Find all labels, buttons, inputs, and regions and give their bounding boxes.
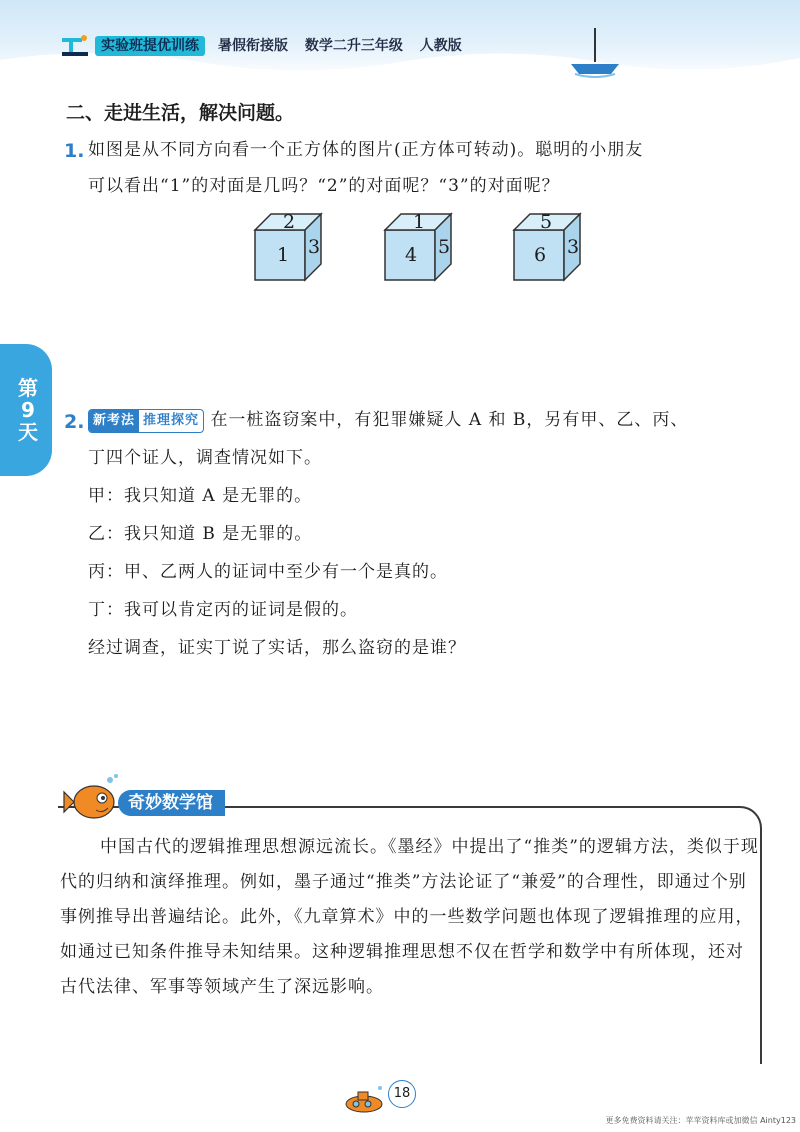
submarine-icon	[342, 1080, 390, 1116]
statement-bing: 丙：甲、乙两人的证词中至少有一个是真的。	[88, 562, 448, 582]
cube-3-right: 3	[567, 236, 580, 258]
footer-note: 更多免费资料请关注：苹苹资料库或加微信 Ainty123	[605, 1116, 796, 1125]
day-tab-char-2: 9	[21, 398, 35, 422]
math-hall-title: 奇妙数学馆	[118, 790, 225, 816]
new-exam-badge	[88, 409, 204, 433]
math-hall-text: 中国古代的逻辑推理思想源远流长。《墨经》中提出了“推类”的逻辑方法，类似于现代的归纳和演绎推理。例如，墨子通过“推类”方法论证了“兼爱”的合理性，即通过个别事例推导出普遍结论。此外，《九章算术》中的一些数学问题也体现了逻辑推理的应用，如通过已知条件推导未知结果。这种逻辑推理思想不仅在哲学和数学中有所体现，还对古代法律、军事等领域产生了深远影响。	[60, 837, 759, 997]
question-1-line-2: 可以看出“1”的对面是几吗？“2”的对面呢？“3”的对面呢？	[88, 176, 560, 196]
page-number: 18	[388, 1080, 416, 1108]
brand-label: 实验班提优训练	[95, 36, 205, 56]
cube-3-top: 5	[540, 211, 553, 233]
cube-2-right: 5	[438, 236, 451, 258]
cube-view-1	[253, 212, 325, 284]
question-2-number: 2.	[64, 411, 85, 433]
cube-1-right: 3	[308, 236, 321, 258]
badge-new-label: 新考法	[89, 410, 139, 432]
cube-2-front: 4	[405, 244, 418, 266]
logo-icon	[60, 32, 90, 60]
question-2-line-1	[88, 402, 768, 438]
fish-mascot-icon	[62, 772, 124, 824]
edition-label: 暑假衔接版	[218, 38, 288, 54]
sailboat-icon	[565, 22, 625, 82]
cube-view-2	[383, 212, 455, 284]
badge-tag-label: 推理探究	[143, 412, 200, 428]
publisher-label: 人教版	[419, 38, 462, 54]
question-2-line-2: 丁四个证人，调查情况如下。	[88, 448, 322, 468]
cube-view-3	[512, 212, 584, 284]
cube-3-front: 6	[534, 244, 547, 266]
question-1-line-1: 如图是从不同方向看一个正方体的图片(正方体可转动)。聪明的小朋友	[88, 140, 644, 160]
section-title: 二、走进生活，解决问题。	[66, 102, 295, 124]
statement-jia: 甲：我只知道 A 是无罪的。	[88, 486, 313, 506]
question-2-line-1-text: 在一桩盗窃案中，有犯罪嫌疑人 A 和 B，另有甲、乙、丙、	[210, 410, 689, 430]
page-header	[0, 0, 800, 80]
statement-yi: 乙：我只知道 B 是无罪的。	[88, 524, 313, 544]
question-1-number: 1.	[64, 140, 85, 162]
day-tab	[0, 344, 52, 476]
header-info	[218, 36, 474, 56]
day-tab-char-1: 第	[18, 376, 38, 400]
day-tab-char-3: 天	[18, 420, 38, 444]
cube-1-front: 1	[277, 244, 290, 266]
cube-2-top: 1	[413, 211, 426, 233]
question-2-prompt: 经过调查，证实丁说了实话，那么盗窃的是谁？	[88, 638, 466, 658]
statement-ding: 丁：我可以肯定丙的证词是假的。	[88, 600, 358, 620]
cube-1-top: 2	[283, 211, 296, 233]
grade-label: 数学二升三年级	[304, 38, 403, 54]
